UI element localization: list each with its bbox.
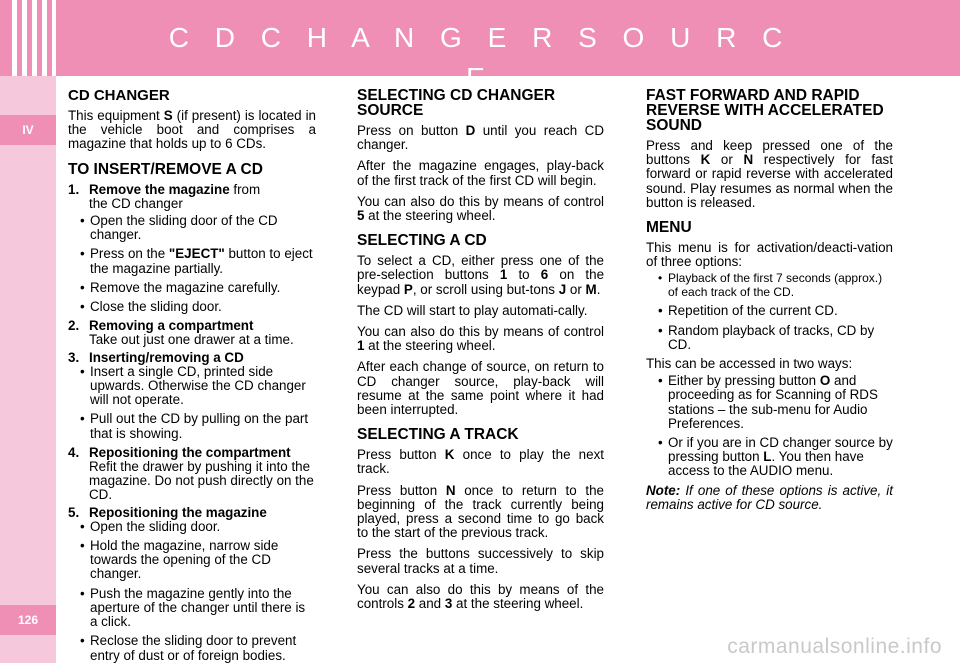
watermark: carmanualsonline.info [727,635,942,658]
column-selecting [357,88,604,618]
column-fast-forward-menu [646,88,893,519]
paragraph: Press button K once to play the next track. [357,447,604,477]
paragraph: After the magazine engages, play-back of the first track of the first CD will begin. [357,158,604,188]
sidebar [0,76,56,663]
column-cd-changer [68,88,316,668]
list-item: • Push the magazine gently into the aperture of the changer until there is a click. [68,587,316,630]
paragraph: You can also do this by means of control 5 at the steering wheel. [357,193,604,224]
paragraph: Press on button D until you reach CD changer. [357,123,605,153]
list-item: • Reclose the sliding door to prevent entry of dust or of foreign bodies. [68,634,316,662]
note: Note: If one of these options is active, it remains active for CD source. [646,482,893,512]
step-2: 2. Removing a compartment [68,318,254,334]
list-item: • Or if you are in CD changer source by pressing button L. You then have access to the AUDIO menu. [646,436,893,479]
step-1-text: the CD changer [89,195,183,211]
decor-stripe [42,0,47,76]
paragraph: Press button N once to return to the beginning of the track currently being played, press a second time to go back to the start of the previous track. [357,482,604,541]
step-4: 4. Repositioning the compartment [68,444,291,460]
header-band [0,0,960,93]
chapter-tab: IV [0,115,56,145]
decor-stripe [12,0,17,76]
paragraph: This menu is for activation/deacti-vation of three options: [646,240,893,270]
paragraph: To select a CD, either press one of the pre-selection buttons 1 to 6 on the keypad P, or scroll using but-tons J or M. [357,253,605,297]
decor-stripe [22,0,27,76]
list-item: • Open the sliding door of the CD changer. [68,214,316,242]
list-item: • Close the sliding door. [68,300,316,314]
paragraph: The CD will start to play automati-cally. [357,302,588,318]
page-title: C D C H A N G E R S O U R C E [168,22,792,93]
heading-menu: MENU [646,219,692,237]
paragraph: Press and keep pressed one of the buttons K or N respectively for fast forward or rapid reverse with accelerated sound. Play resumes as normal when the button is released. [646,138,893,210]
step-5: 5. Repositioning the magazine [68,504,267,520]
list-item: • Press on the "EJECT" button to eject the magazine partially. [68,247,316,275]
paragraph: After each change of source, on return to CD changer source, play-back will resume at the same point where it had been interrupted. [357,359,604,418]
step-2-text: Take out just one drawer at a time. [89,332,294,348]
list-item: • Remove the magazine carefully. [68,281,316,295]
decor-stripe [52,0,56,76]
list-item: • Hold the magazine, narrow side towards the opening of the CD changer. [68,539,316,582]
heading-selecting-cd: SELECTING A CD [357,232,487,250]
step-1: 1. Remove the magazine from [68,181,261,197]
list-item: • Repetition of the current CD. [646,304,893,318]
list-item: • Insert a single CD, printed side upwards. Otherwise the CD changer will not operate. [68,365,316,408]
heading-selecting-source: SELECTING CD CHANGER SOURCE [357,87,556,119]
paragraph: You can also do this by means of the controls 2 and 3 at the steering wheel. [357,581,604,612]
page-number: 126 [0,605,56,635]
step-4-text: Refit the drawer by pushing it into the magazine. Do not push directly on the CD. [89,459,314,503]
step-3: 3. Inserting/removing a CD [68,349,244,365]
heading-fast-forward: FAST FORWARD AND RAPID REVERSE WITH ACCELERATED SOUND [646,87,884,134]
paragraph: This can be accessed in two ways: [646,356,853,372]
heading-selecting-track: SELECTING A TRACK [357,426,519,444]
list-item: • Either by pressing button O and proceeding as for Scanning of RDS stations – the sub-menu for Audio Preferences. [646,374,893,431]
heading-cd-changer: CD CHANGER [68,87,170,104]
list-item: • Playback of the first 7 seconds (approx.) of each track of the CD. [646,272,893,299]
decor-stripe [32,0,37,76]
list-item: • Random playback of tracks, CD by CD. [646,324,893,352]
paragraph: Press the buttons successively to skip several tracks at a time. [357,546,604,576]
list-item: • Pull out the CD by pulling on the part that is showing. [68,412,316,440]
heading-insert-remove: TO INSERT/REMOVE A CD [68,160,263,178]
paragraph: You can also do this by means of control 1 at the steering wheel. [357,324,604,354]
list-item: • Open the sliding door. [68,520,316,534]
paragraph: This equipment S (if present) is located in the vehicle boot and comprises a magazine that holds up to 6 CDs. [68,108,316,152]
